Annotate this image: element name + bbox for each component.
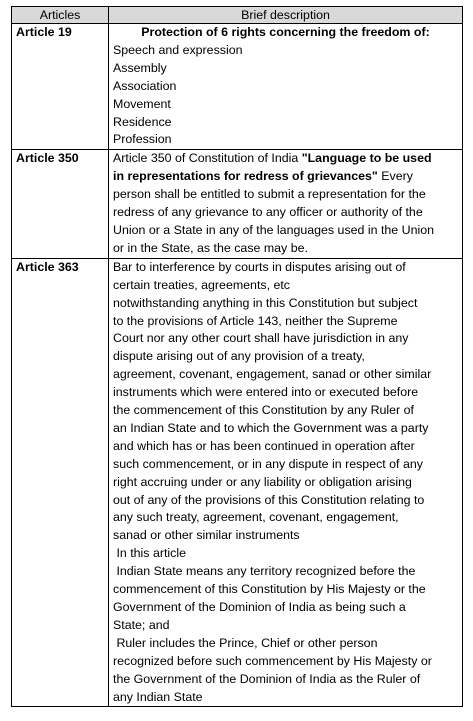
description-line: dispute arising out of any provision of a treaty,	[113, 349, 365, 364]
description-line: sanad or other similar instruments	[113, 528, 300, 543]
articles-table	[11, 6, 463, 707]
right-item: Association	[113, 78, 177, 93]
description-line: the commencement of this Constitution by any Ruler of	[113, 403, 414, 418]
description-line: redress of any grievance to any officer or authority of the	[113, 205, 423, 220]
right-item: Profession	[113, 132, 172, 147]
article-cell: Article 19	[12, 24, 109, 150]
right-item: Residence	[113, 114, 172, 129]
description-line: an Indian State and to which the Government was a party	[113, 420, 429, 435]
description-heading: Protection of 6 rights concerning the freedom of:	[141, 25, 430, 39]
description-line: Court nor any other court shall have jurisdiction in any	[113, 331, 409, 346]
article-cell: Article 350	[12, 150, 109, 258]
description-cell	[109, 24, 463, 150]
description-line: such commencement, or in any dispute in respect of any	[113, 456, 423, 471]
description-line: and which has or has been continued in operation after	[113, 438, 415, 453]
description-line: Bar to interference by courts in disputes arising out of	[113, 259, 406, 274]
description-line: Union or a State in any of the languages used in the Union	[113, 222, 435, 237]
description-line: notwithstanding anything in this Constitution but subject	[113, 295, 418, 310]
description-text: Article 350 of Constitution of India	[113, 151, 302, 166]
description-line	[113, 150, 458, 168]
table-row	[12, 258, 463, 707]
description-line: any Indian State	[113, 689, 203, 704]
description-line: person shall be entitled to submit a representation for the	[113, 187, 426, 202]
description-bold-text: "Language to be used	[301, 151, 432, 166]
description-line: Ruler includes the Prince, Chief or other person	[113, 635, 378, 650]
description-line: State; and	[113, 617, 170, 632]
header-brief-description: Brief description	[109, 7, 463, 24]
description-line: commencement of this Constitution by His Majesty or the	[113, 582, 426, 597]
right-item: Assembly	[113, 60, 167, 75]
description-line: Indian State means any territory recognized before the	[113, 564, 416, 579]
description-line: right accruing under or any liability or obligation arising	[113, 474, 412, 489]
header-articles: Articles	[12, 7, 109, 24]
description-cell	[109, 150, 463, 258]
description-line: Government of the Dominion of India as being such a	[113, 600, 406, 614]
description-line: agreement, covenant, engagement, sanad or other similar	[113, 367, 432, 382]
table-row	[12, 24, 463, 150]
description-text: Every	[377, 169, 413, 184]
description-cell	[109, 258, 463, 707]
description-line: or in the State, as the case may be.	[113, 240, 308, 255]
description-line: instruments which were entered into or executed before	[113, 385, 419, 400]
table-row	[12, 150, 463, 258]
right-item: Speech and expression	[113, 42, 243, 57]
description-line	[113, 168, 458, 186]
description-bold-text: in representations for redress of grievances"	[113, 169, 378, 184]
right-item: Movement	[113, 96, 171, 111]
description-line: the Government of the Dominion of India as the Ruler of	[113, 671, 421, 686]
description-line: recognized before such commencement by His Majesty or	[113, 653, 432, 668]
header-row	[12, 7, 463, 24]
description-line: In this article	[113, 546, 186, 561]
description-line: to the provisions of Article 143, neither the Supreme	[113, 313, 398, 328]
description-line: certain treaties, agreements, etc	[113, 277, 290, 292]
article-cell: Article 363	[12, 258, 109, 707]
description-line: out of any of the provisions of this Constitution relating to	[113, 492, 425, 507]
description-line: any such treaty, agreement, covenant, engagement,	[113, 510, 399, 525]
